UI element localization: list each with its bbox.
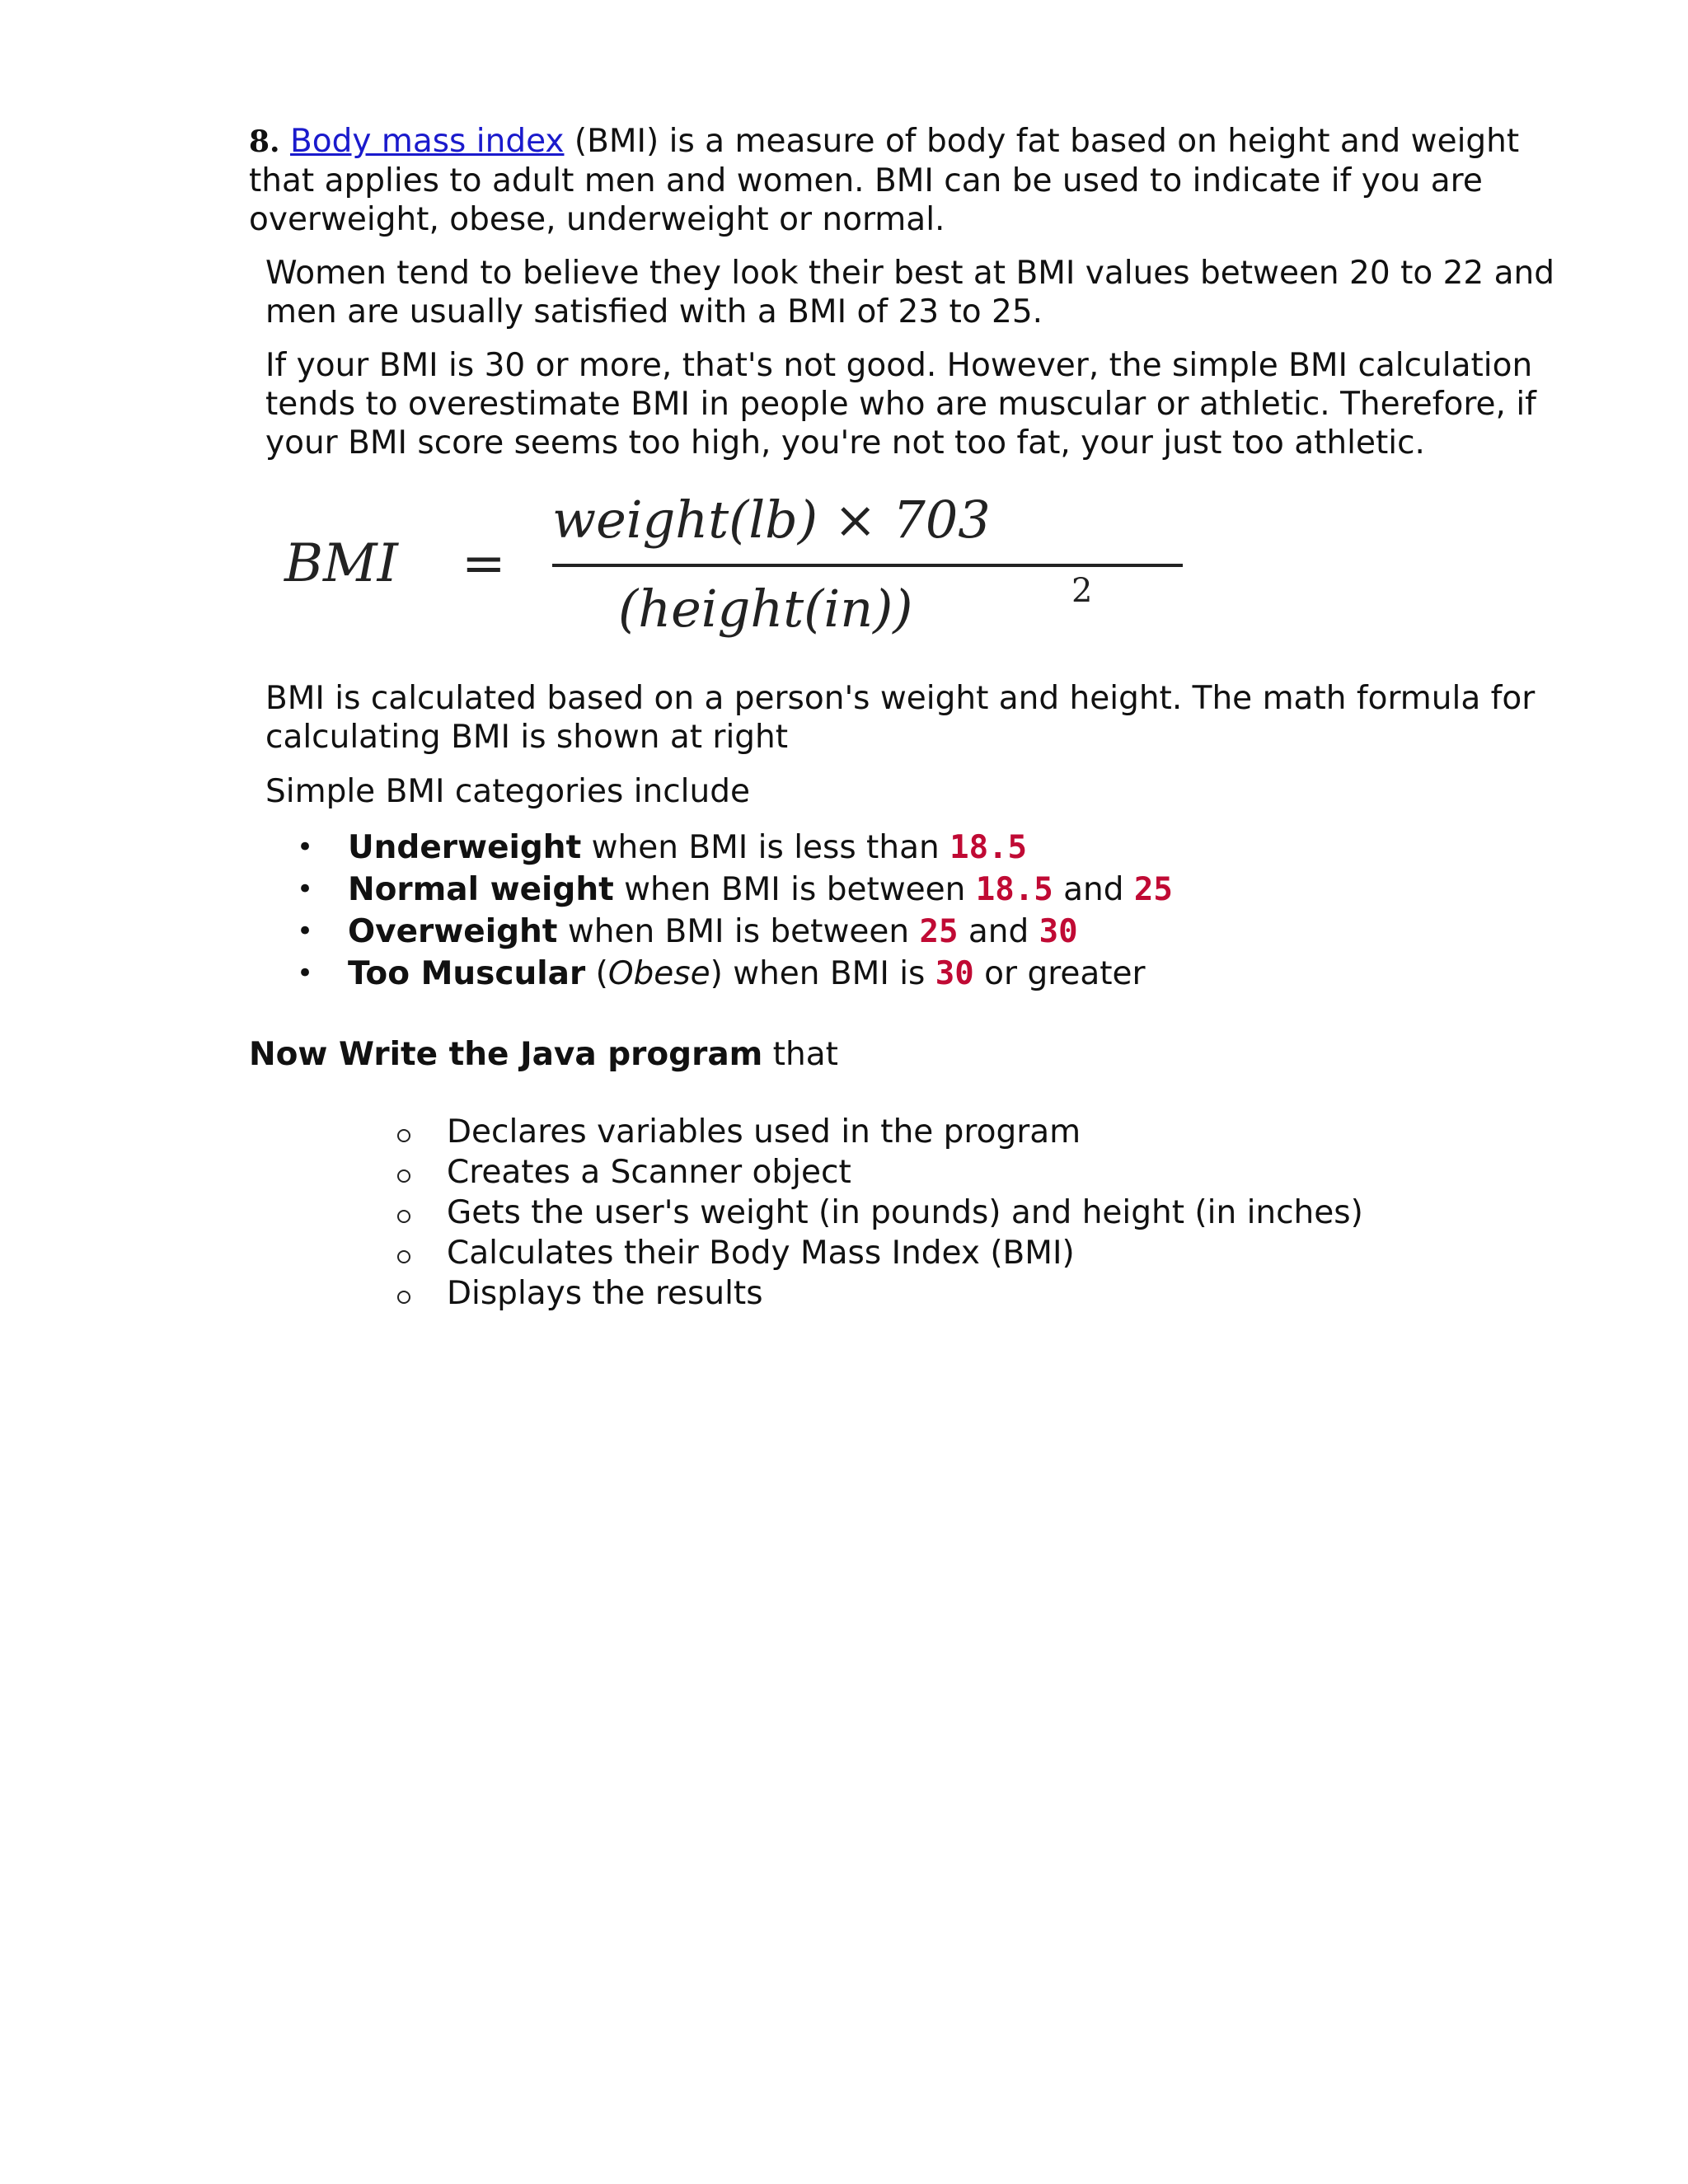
- task-text: Creates a Scanner object: [447, 1154, 851, 1191]
- list-item: [265, 953, 1502, 995]
- formula-exponent: 2: [1071, 572, 1093, 610]
- circle-bullet-icon: [397, 1291, 410, 1304]
- category-text: and: [958, 913, 1039, 950]
- category-term: Too Muscular: [348, 955, 586, 992]
- bullet-icon: •: [297, 957, 314, 990]
- bmi-categories-list: [265, 827, 1502, 995]
- list-item: [265, 869, 1502, 911]
- formula-lhs: BMI: [284, 533, 398, 594]
- category-term: Normal weight: [348, 871, 614, 908]
- paragraph-women-men: Women tend to believe they look their best at BMI values between 20 to 22 and men are usually satisfied with a BMI of 23 to 25.: [265, 255, 1555, 330]
- formula-denominator: (height(in)): [618, 579, 913, 639]
- circle-bullet-icon: [397, 1210, 410, 1223]
- task-list: [397, 1112, 1469, 1314]
- category-term: Overweight: [348, 913, 558, 950]
- circle-bullet-icon: [397, 1129, 410, 1142]
- category-text: when BMI is between: [557, 913, 920, 950]
- category-value: 18.5: [950, 829, 1028, 866]
- category-term: Underweight: [348, 829, 582, 866]
- bullet-icon: •: [297, 873, 314, 906]
- paragraph-formula-note: BMI is calculated based on a person's weight and height. The math formula for calculating BMI is shown at right: [265, 680, 1536, 756]
- category-value: 25: [919, 913, 959, 950]
- paragraph-categories-intro: Simple BMI categories include: [265, 773, 750, 810]
- task-heading-rest: that: [762, 1036, 838, 1073]
- list-item: [265, 911, 1502, 953]
- task-heading-bold: Now Write the Java program: [249, 1036, 763, 1073]
- category-value: 30: [935, 955, 974, 992]
- list-item: [397, 1233, 1469, 1273]
- list-item: [397, 1112, 1469, 1152]
- category-italic: Obese: [607, 955, 710, 992]
- circle-bullet-icon: [397, 1169, 410, 1183]
- formula-equals: =: [462, 533, 506, 594]
- list-item: [397, 1193, 1469, 1233]
- category-value: 25: [1133, 871, 1173, 908]
- bmi-formula: [280, 486, 1203, 651]
- bmi-link[interactable]: Body mass index: [290, 123, 565, 160]
- formula-numerator: weight(lb) × 703: [552, 490, 991, 550]
- bullet-icon: •: [297, 915, 314, 948]
- circle-bullet-icon: [397, 1250, 410, 1263]
- task-text: Declares variables used in the program: [447, 1113, 1081, 1151]
- paragraph-bmi-30: If your BMI is 30 or more, that's not good. However, the simple BMI calculation tends to overestimate BMI in people who are muscular or athletic. Therefore, if your BMI score seems too high, you're not too fat, your just too athletic.: [265, 347, 1536, 462]
- list-item: [397, 1273, 1469, 1314]
- question-number: 8.: [249, 124, 280, 159]
- category-value: 18.5: [975, 871, 1053, 908]
- category-text: when BMI is less than: [581, 829, 950, 866]
- task-text: Displays the results: [447, 1275, 763, 1312]
- task-text: Gets the user's weight (in pounds) and height (in inches): [447, 1194, 1363, 1231]
- category-text: or greater: [973, 955, 1146, 992]
- task-text: Calculates their Body Mass Index (BMI): [447, 1235, 1075, 1272]
- intro-text: (BMI) is a measure of body fat based on height and weight that applies to adult men and women. BMI can be used to indicate if you are overweight, obese, underweight or normal.: [249, 123, 1520, 238]
- category-text: (: [585, 955, 608, 992]
- bullet-icon: •: [297, 831, 314, 864]
- question-intro: [249, 122, 1568, 239]
- category-text: and: [1053, 871, 1134, 908]
- category-text: when BMI is between: [613, 871, 976, 908]
- list-item: [265, 827, 1502, 869]
- category-text: ) when BMI is: [710, 955, 935, 992]
- category-value: 30: [1039, 913, 1078, 950]
- task-heading: [249, 1035, 838, 1074]
- list-item: [397, 1152, 1469, 1193]
